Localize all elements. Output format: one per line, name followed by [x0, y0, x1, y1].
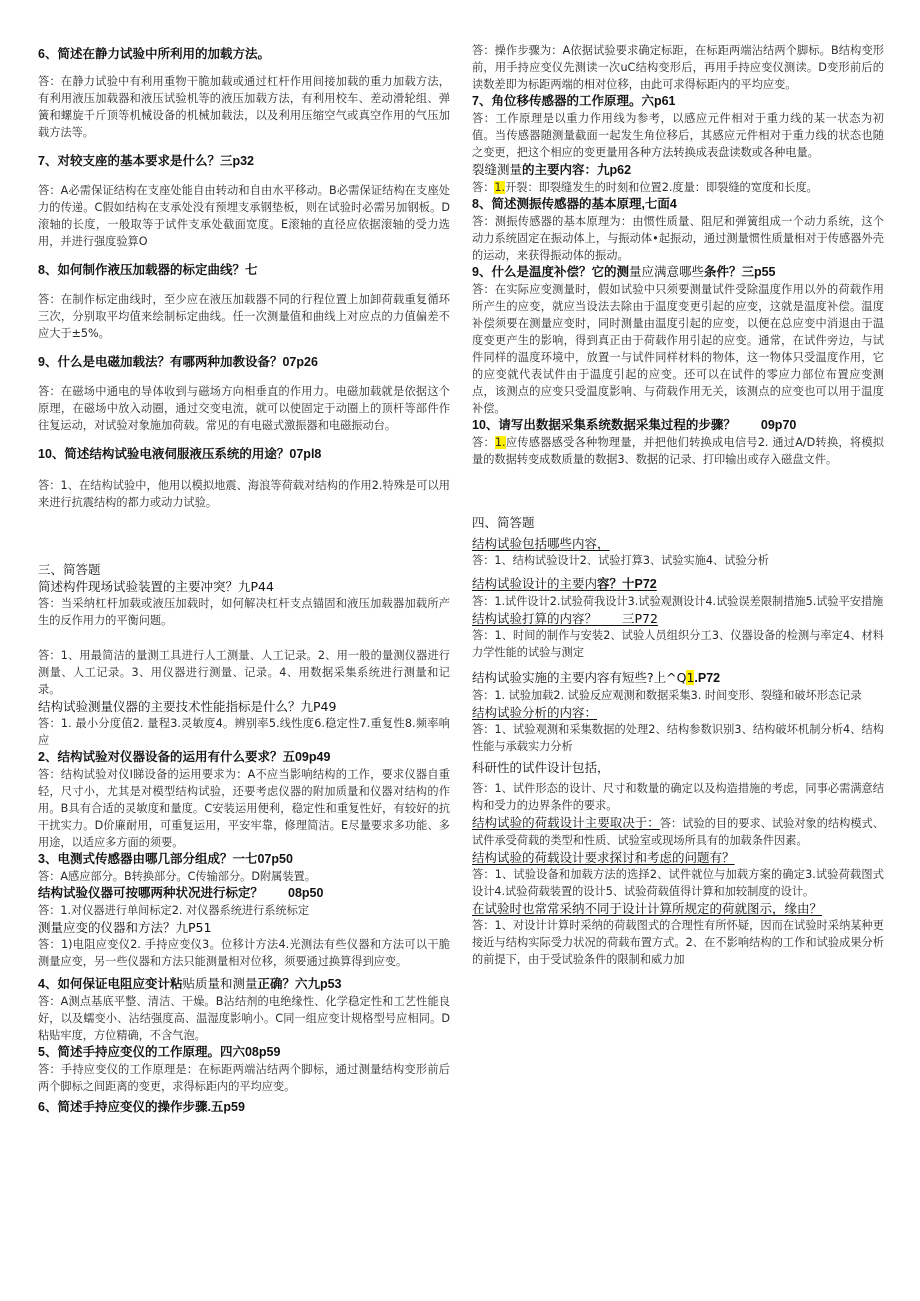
question-heading: 8、简述测振传感器的基本原理,七面4 — [472, 197, 677, 211]
question-heading: 结构试验的荷载设计主要取决于： — [472, 815, 660, 830]
answer-text: 答：1. 最小分度值2. 量程3.灵敏度4。辨别率5.线性度6.稳定性7.重复性8.频率响应 — [38, 717, 450, 747]
section-title: 三、简答题 — [38, 562, 101, 577]
answer-text: 答：1、结构试验设计2、试验打算3、试验实施4、试验分析 — [472, 554, 769, 567]
answer-text — [472, 179, 884, 196]
answer-text: 答：工作原理是以重力作用线为参考，以感应元件相对于重力线的某一状态为初值。当传感器随测量截面一起发生角位移后，其感应元件相对于重力线的状态也随之变更，把这个相应的变更量用各种方法转换成表盘读数或各种电量。 — [472, 112, 884, 159]
question-heading: 2、结构试验对仪器设备的运用有什么要求？五09p49 — [38, 750, 331, 764]
answer-text: 答：1、时间的制作与安装2、试验人员组织分工3、仪器设备的检测与率定4、材料力学性能的试验与测定 — [472, 629, 884, 659]
question-heading: 5、简述手持应变仪的工作原理。四六08p59 — [38, 1045, 281, 1059]
question-heading: 10、简述结构试验电液伺服液压系统的用途？07pl8 — [38, 447, 322, 461]
answer-text: 答：1、试验设备和加载方法的选择2、试件就位与加载方案的确定3.试验荷载图式设计4.试验荷载装置的设计5、试验荷载值得计算和加较制度的设计。 — [472, 868, 884, 898]
answer-body: 开裂：即裂缝发生的时刻和位置2.度量：即裂缝的宽度和长度。 — [505, 181, 818, 194]
question-heading-part: 容？十P72 — [597, 577, 657, 591]
question-heading — [472, 161, 884, 179]
left-column — [38, 0, 450, 1301]
answer-text: 答：手持应变仪的工作原理是：在标距两端沾结两个脚标，通过测量结构变形前后两个脚标之间距离的变更，求得标距内的平均应变。 — [38, 1063, 450, 1093]
answer-text: 答：在制作标定曲线时，至少应在液压加载器不同的行程位置上加卸荷载重复循环三次，分别取平均值来绘制标定曲线。任一次测量值和曲线上对应点的力值偏差不应大于±5%。 — [38, 293, 450, 340]
answer-text: 答：A感应部分。B转换部分。C传输部分。D附属装置。 — [38, 870, 316, 883]
answer-text — [472, 814, 884, 849]
answer-text: 答：当采纳杠杆加载或液压加载时，如何解决杠杆支点锚固和液压加载器加载所产生的反作用力的平衡问题。 — [38, 597, 450, 627]
question-heading: 简述构件现场试验装置的主要冲突？九P44 — [38, 579, 274, 594]
question-heading: 结构试验包括哪些内容， — [472, 536, 610, 551]
answer-text: 答：1、用最简洁的量测工具进行人工测量、人工记录。2、用一般的量测仪器进行测量、人工记录。3、用仪器进行测量、记录。4、用数据采集系统进行测量和记录。 — [38, 649, 450, 696]
answer-text: 答：在实际应变测量时，假如试验中只须要测量试件受除温度作用以外的荷载作用所产生的应变，就应当设法去除由于温度变更引起的应变，这就是温度补偿。温度补偿须要在测量应变时，同时测量由温度引起的应变，以便在总应变中消退由于温度变更产生的影响，得到真正由于荷载作用引起的应变。通常，在试件旁边，与试件同样的温度环境中，放置一与试件同样材料的物体，这一物体只受温度作用，它的应变就代表试件由于温度引起的应变。还可以在试件的零应力部位布置应变测点，该测点的应变只受温度影响、与荷载作用无关，该测点的应变也可以用于温度补偿。 — [472, 283, 884, 415]
answer-prefix: 答： — [472, 181, 495, 194]
question-heading-part: 条件？三p55 — [703, 265, 776, 279]
answer-text: 答：1)电阻应变仪2. 手持应变仪3。位移计方法4.光测法有些仪器和方法可以干脆测量应变，另一些仪器和方法只能测量相对位移，须要通过换算得到应变。 — [38, 938, 450, 968]
question-heading-part: 正确？六九p53 — [257, 977, 342, 991]
question-heading: 6、简述在静力试验中所利用的加载方法。 — [38, 47, 270, 61]
question-heading-part: 的主要内容：九p62 — [522, 163, 632, 177]
question-heading-part: 结构试验设计的主要内 — [472, 576, 598, 591]
answer-text: 答：A必需保证结构在支座处能自由转动和自由水平移动。B必需保证结构在支座处力的传递。C假如结构在支承处没有预埋支承钢垫板，则在试验时必需另加钢板。D滚轴的长度，一般取等于试件支承处截面宽度。E滚轴的直径应依据滚轴的受力选用，并进行强度验算O — [38, 184, 450, 248]
section-title: 四、简答题 — [472, 515, 535, 530]
question-heading — [472, 264, 884, 281]
question-heading: 9、什么是电磁加载法？有哪两种加教设备？07p26 — [38, 355, 318, 369]
question-heading: 6、简述手持应变仪的操作步骤.五p59 — [38, 1100, 245, 1114]
question-heading: 8、如何制作液压加载器的标定曲线？七 — [38, 263, 258, 277]
answer-text: 答：操作步骤为：A依据试验要求确定标距，在标距两端沾结两个脚标。B结构变形前，用手持应变仪先测读一次uC结构变形后，再用手持应变仪测读。D变形前后的读数差即为标距两端的相对位移，由此可求得标距内的平均应变。 — [472, 44, 884, 91]
question-heading: 结构试验打算的内容？ 三P72 — [472, 611, 658, 626]
question-heading: 科研性的试件设计包括， — [472, 760, 610, 775]
question-heading: 在试验时也常常采纳不同于设计计算所规定的荷就图示，缘由？ — [472, 901, 823, 916]
highlight-marker: 1. — [494, 436, 506, 449]
highlight-marker: 1. — [494, 181, 506, 194]
answer-text — [472, 434, 884, 468]
question-heading: 10、请写出数据采集系统数据采集过程的步骤？ 09p70 — [472, 418, 797, 432]
question-heading: 结构试验仪器可按哪两种状况进行标定？ 08p50 — [38, 886, 324, 900]
question-heading-part: .P72 — [694, 671, 721, 685]
answer-text: 答：1. 试验加载2. 试验反应观测和数据采集3. 时间变形、裂缝和破坏形态记录 — [472, 689, 862, 702]
answer-text: 答：1、对设计计算时采纳的荷载图式的合理性有所怀疑，因而在试验时采纳某种更接近与结构实际受力状况的荷载布置方式。2、在不影响结构的工作和试验成果分析的前提下，由于受试验条件的限制和威力加 — [472, 919, 884, 966]
question-heading: 7、角位移传感器的工作原理。六p61 — [472, 94, 676, 108]
question-heading-part: 9、什么是温度补偿？它的测 — [472, 265, 629, 279]
question-heading-part: 量应满意哪些 — [628, 265, 704, 279]
answer-text: 答：1、试件形态的设计、尺寸和数量的确定以及构造措施的考虑，同事必需满意结构和受力的边界条件的要求。 — [472, 782, 884, 812]
question-heading: 7、对较支座的基本要求是什么？三p32 — [38, 154, 254, 168]
answer-text: 答：在静力试验中有利用重物干脆加载或通过杠杆作用间接加载的重力加载方法，有利用液压加载器和液压试验机等的液压加载方法，有利用校车、差动滑轮组、弹簧和螺旋千斤顶等机械设备的机械加载法，以及利用压缩空气或真空作用的气压加载方法等。 — [38, 75, 450, 139]
question-heading: 3、电测式传感器由哪几部分组成？一七07p50 — [38, 852, 293, 866]
question-heading-part: 4、如何保证电阻应变计粘 — [38, 977, 183, 991]
question-heading: 结构试验的荷载设计要求探讨和考虑的问题有？ — [472, 850, 735, 865]
question-heading: 结构试验分析的内容： — [472, 705, 598, 720]
question-heading: 结构试验测量仪器的主要技术性能指标是什么？九P49 — [38, 699, 337, 714]
answer-text: 答：1、在结构试验中，他用以模拟地震、海浪等荷载对结构的作用2.特殊是可以用来进行抗震结构的都力或动力试验。 — [38, 479, 450, 509]
question-heading: 测量应变的仪器和方法？九P51 — [38, 920, 212, 935]
answer-text: 答：结构试验对仪I睇设备的运用要求为：A不应当影响结构的工作，要求仪器自重轻，尺寸小，尤其是对模型结构试验，还要考虑仪器的附加质量和仪器对结构的作用。B具有合适的灵敏度和量度。C安装运用便利，稳定性和重复性好，有较好的抗干扰实力。D价廉耐用，可重复运用，平安牢靠，修理简洁。E尽量要求多功能、多用途，以适应多方面的须要。 — [38, 768, 450, 849]
answer-body: 应传感器感受各种物理量，并把他们转换成电信号2. 通过A/D转换，将模拟量的数据转变成数质量的数据3、数据的记录、打印输出或存入磁盘文件。 — [472, 436, 884, 466]
highlight-marker: 1 — [686, 670, 695, 685]
question-heading — [472, 575, 884, 593]
answer-text: 答：A测点基底平整、清洁、干燥。B沾结剂的电绝缘性、化学稳定性和工艺性能良好，以及蠕变小、沾结强度高、温湿度影响小。C同一组应变计规格型号应相同。D粘贴牢度，方位精确，不含气泡。 — [38, 995, 450, 1042]
answer-text: 答：1、试验观测和采集数据的处理2、结构参数识别3、结构破坏机制分析4、结构性能与承载实力分析 — [472, 723, 884, 753]
question-heading-part: 结构试验实施的主要内容有短些?上^Q — [472, 670, 687, 685]
question-heading-part: 裂缝测量 — [472, 162, 523, 177]
answer-body: 答：试验的目的要求、试验对象的结构模式、试件承受荷载的类型和性质、试验室或现场所具有的加载条件因素。 — [472, 817, 884, 847]
question-heading — [38, 976, 450, 993]
answer-text: 答：1.对仪器进行单间标定2. 对仪器系统进行系统标定 — [38, 904, 310, 917]
answer-text: 答：测振传感器的基本原理为：由惯性质量、阻尼和弹簧组成一个动力系统，这个动力系统固定在振动体上，与振动体•起振动，通过测量惯性质量相对于传感器外壳的运动，来获得振动体的振动。 — [472, 215, 884, 262]
answer-prefix: 答： — [472, 436, 495, 449]
answer-text: 答：在磁场中通电的导体收到与磁场方向相垂直的作用力。电磁加载就是依据这个原理，在磁场中放入动圈，通过交变电流，就可以使固定于动圈上的顶杆等部件作往复运动，对试验对象施加荷载。常见的有电磁式激振器和电磁振动台。 — [38, 385, 450, 432]
question-heading — [472, 669, 884, 687]
right-column — [472, 0, 884, 1301]
question-heading-part: 贴质量和测量 — [182, 977, 258, 991]
answer-text: 答：1.试件设计2.试验荷我设计3.试验观测设计4.试验误差限制措施5.试验平安措施 — [472, 595, 884, 608]
